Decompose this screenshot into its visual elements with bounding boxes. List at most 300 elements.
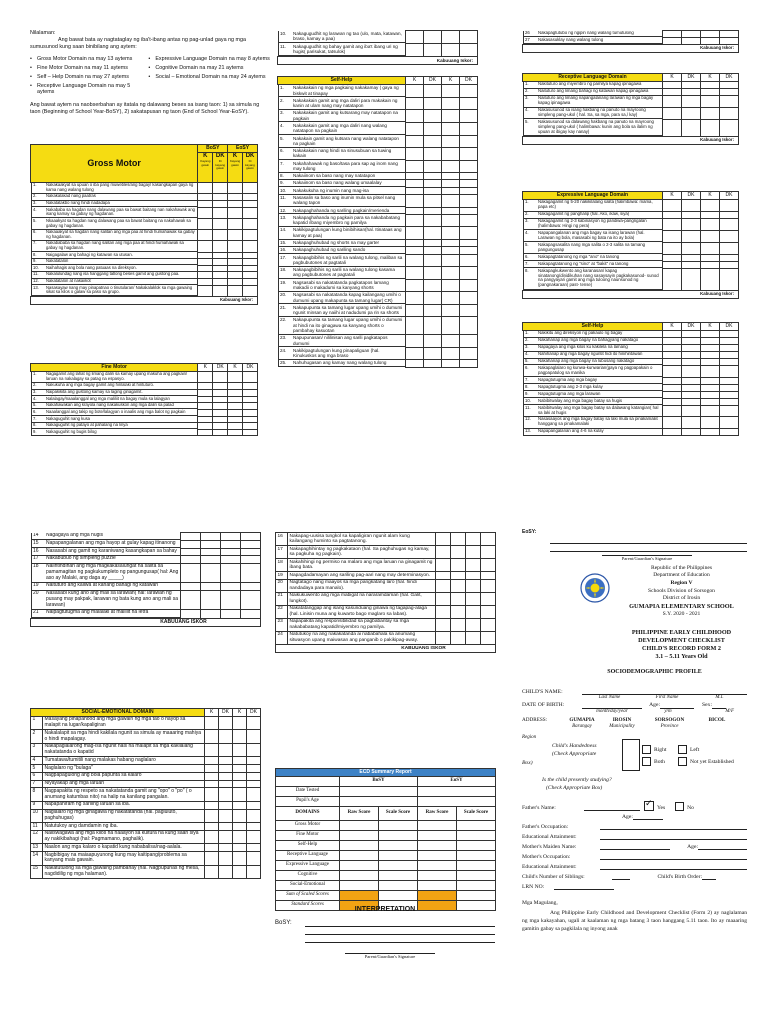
- score-cell[interactable]: [424, 214, 442, 227]
- score-cell[interactable]: [243, 409, 258, 416]
- score-cell[interactable]: [460, 317, 478, 335]
- score-cell[interactable]: [243, 272, 258, 279]
- score-cell[interactable]: [663, 377, 682, 384]
- score-cell[interactable]: [213, 285, 228, 297]
- score-cell[interactable]: [213, 272, 228, 279]
- score-cell[interactable]: [460, 335, 478, 348]
- score-cell[interactable]: [247, 809, 261, 823]
- score-cell[interactable]: [451, 572, 466, 580]
- score-cell[interactable]: [228, 241, 243, 252]
- score-cell[interactable]: [442, 292, 460, 305]
- score-cell[interactable]: [682, 377, 701, 384]
- score-cell[interactable]: [213, 207, 228, 218]
- score-cell[interactable]: [451, 592, 466, 605]
- score-cell[interactable]: [701, 219, 720, 231]
- score-cell[interactable]: [451, 533, 466, 546]
- score-cell[interactable]: [219, 852, 233, 866]
- score-cell[interactable]: [198, 403, 213, 410]
- score-cell[interactable]: [243, 390, 258, 397]
- score-cell[interactable]: [247, 716, 261, 730]
- score-cell[interactable]: [720, 89, 739, 96]
- score-cell[interactable]: [205, 716, 219, 730]
- score-cell[interactable]: [701, 391, 720, 398]
- score-cell[interactable]: [213, 259, 228, 266]
- score-cell[interactable]: [682, 31, 701, 38]
- score-cell[interactable]: [243, 403, 258, 410]
- score-cell[interactable]: [682, 359, 701, 366]
- score-cell[interactable]: [205, 772, 219, 780]
- score-cell[interactable]: [406, 187, 424, 194]
- score-cell[interactable]: [243, 416, 258, 423]
- score-cell[interactable]: [442, 317, 460, 335]
- score-cell[interactable]: [466, 572, 481, 580]
- score-cell[interactable]: [243, 230, 258, 241]
- score-cell[interactable]: [205, 743, 219, 757]
- score-cell[interactable]: [442, 240, 460, 247]
- score-cell[interactable]: [219, 788, 233, 802]
- score-cell[interactable]: [460, 187, 478, 194]
- score-cell[interactable]: [663, 384, 682, 391]
- score-cell[interactable]: [701, 345, 720, 352]
- score-cell[interactable]: [663, 212, 682, 219]
- father-age-field[interactable]: [633, 813, 663, 820]
- score-cell[interactable]: [436, 631, 451, 644]
- score-cell[interactable]: [247, 730, 261, 744]
- score-cell[interactable]: [663, 268, 682, 290]
- score-cell[interactable]: [663, 119, 682, 136]
- score-cell[interactable]: [424, 135, 442, 148]
- score-cell[interactable]: [701, 429, 720, 436]
- score-cell[interactable]: [720, 212, 739, 219]
- score-cell[interactable]: [406, 335, 424, 348]
- score-cell[interactable]: [406, 122, 424, 135]
- score-cell[interactable]: [466, 605, 481, 618]
- score-cell[interactable]: [228, 403, 243, 410]
- score-cell[interactable]: [247, 801, 261, 809]
- score-cell[interactable]: [460, 279, 478, 292]
- score-cell[interactable]: [682, 268, 701, 290]
- score-cell[interactable]: [205, 757, 219, 765]
- score-cell[interactable]: [406, 317, 424, 335]
- score-cell[interactable]: [198, 218, 213, 229]
- score-cell[interactable]: [213, 416, 228, 423]
- father-occupation-field[interactable]: [600, 823, 747, 830]
- score-cell[interactable]: [682, 405, 701, 417]
- score-cell[interactable]: [221, 556, 241, 564]
- score-cell[interactable]: [436, 546, 451, 559]
- score-cell[interactable]: [213, 409, 228, 416]
- score-cell[interactable]: [198, 371, 213, 383]
- score-cell[interactable]: [213, 279, 228, 286]
- score-cell[interactable]: [219, 823, 233, 831]
- score-cell[interactable]: [720, 230, 739, 242]
- score-cell[interactable]: [205, 801, 219, 809]
- score-cell[interactable]: [460, 292, 478, 305]
- score-cell[interactable]: [181, 583, 201, 591]
- score-cell[interactable]: [663, 89, 682, 96]
- score-cell[interactable]: [451, 631, 466, 644]
- score-cell[interactable]: [682, 261, 701, 268]
- score-cell[interactable]: [241, 610, 261, 618]
- score-cell[interactable]: [228, 390, 243, 397]
- score-cell[interactable]: [198, 409, 213, 416]
- score-cell[interactable]: [460, 227, 478, 240]
- score-cell[interactable]: [682, 345, 701, 352]
- score-cell[interactable]: [219, 765, 233, 773]
- score-cell[interactable]: [219, 730, 233, 744]
- score-cell[interactable]: [720, 429, 739, 436]
- score-cell[interactable]: [181, 610, 201, 618]
- score-cell[interactable]: [221, 564, 241, 583]
- score-cell[interactable]: [701, 96, 720, 108]
- score-cell[interactable]: [460, 135, 478, 148]
- score-cell[interactable]: [442, 148, 460, 161]
- score-cell[interactable]: [233, 852, 247, 866]
- score-cell[interactable]: [442, 304, 460, 317]
- score-cell[interactable]: [233, 801, 247, 809]
- score-cell[interactable]: [241, 583, 261, 591]
- score-cell[interactable]: [233, 757, 247, 765]
- score-cell[interactable]: [181, 591, 201, 610]
- score-cell[interactable]: [701, 377, 720, 384]
- score-cell[interactable]: [701, 212, 720, 219]
- score-cell[interactable]: [424, 254, 442, 267]
- score-cell[interactable]: [198, 201, 213, 208]
- score-cell[interactable]: [701, 405, 720, 417]
- score-cell[interactable]: [701, 261, 720, 268]
- score-cell[interactable]: [243, 182, 258, 194]
- score-cell[interactable]: [228, 252, 243, 259]
- score-cell[interactable]: [241, 564, 261, 583]
- father-name-field[interactable]: [584, 804, 640, 811]
- score-cell[interactable]: [682, 338, 701, 345]
- score-cell[interactable]: [682, 352, 701, 359]
- score-cell[interactable]: [198, 265, 213, 272]
- score-cell[interactable]: [720, 330, 739, 337]
- score-cell[interactable]: [233, 788, 247, 802]
- score-cell[interactable]: [460, 160, 478, 173]
- score-cell[interactable]: [720, 261, 739, 268]
- score-cell[interactable]: [243, 207, 258, 218]
- score-cell[interactable]: [201, 610, 221, 618]
- score-cell[interactable]: [181, 564, 201, 583]
- score-cell[interactable]: [243, 396, 258, 403]
- score-cell[interactable]: [720, 377, 739, 384]
- child-name-field[interactable]: [582, 688, 747, 695]
- score-cell[interactable]: [406, 227, 424, 240]
- score-cell[interactable]: [205, 765, 219, 773]
- score-cell[interactable]: [701, 242, 720, 254]
- score-cell[interactable]: [460, 195, 478, 208]
- score-cell[interactable]: [247, 865, 261, 879]
- score-cell[interactable]: [219, 801, 233, 809]
- score-cell[interactable]: [682, 417, 701, 429]
- score-cell[interactable]: [205, 823, 219, 831]
- score-cell[interactable]: [442, 180, 460, 187]
- score-cell[interactable]: [213, 218, 228, 229]
- score-cell[interactable]: [406, 207, 424, 214]
- score-cell[interactable]: [451, 559, 466, 572]
- score-cell[interactable]: [466, 559, 481, 572]
- score-cell[interactable]: [198, 285, 213, 297]
- score-cell[interactable]: [228, 182, 243, 194]
- score-cell[interactable]: [201, 591, 221, 610]
- score-cell[interactable]: [481, 533, 496, 546]
- score-cell[interactable]: [720, 199, 739, 211]
- score-cell[interactable]: [424, 335, 442, 348]
- score-cell[interactable]: [720, 352, 739, 359]
- score-cell[interactable]: [720, 268, 739, 290]
- score-cell[interactable]: [219, 772, 233, 780]
- score-cell[interactable]: [213, 201, 228, 208]
- score-cell[interactable]: [247, 844, 261, 852]
- score-cell[interactable]: [198, 230, 213, 241]
- score-cell[interactable]: [720, 219, 739, 231]
- score-cell[interactable]: [663, 359, 682, 366]
- score-cell[interactable]: [181, 540, 201, 548]
- both-checkbox[interactable]: [642, 757, 651, 766]
- score-cell[interactable]: [241, 556, 261, 564]
- score-cell[interactable]: [406, 97, 424, 110]
- score-cell[interactable]: [682, 429, 701, 436]
- score-cell[interactable]: [424, 267, 442, 280]
- score-cell[interactable]: [436, 605, 451, 618]
- score-cell[interactable]: [442, 43, 460, 56]
- age-field[interactable]: [660, 702, 694, 709]
- score-cell[interactable]: [442, 254, 460, 267]
- not-established-checkbox[interactable]: [678, 757, 687, 766]
- score-cell[interactable]: [406, 31, 424, 44]
- score-cell[interactable]: [228, 285, 243, 297]
- score-cell[interactable]: [424, 195, 442, 208]
- score-cell[interactable]: [720, 31, 739, 38]
- score-cell[interactable]: [460, 110, 478, 123]
- score-cell[interactable]: [213, 383, 228, 390]
- score-cell[interactable]: [460, 97, 478, 110]
- score-cell[interactable]: [436, 533, 451, 546]
- score-cell[interactable]: [247, 830, 261, 844]
- score-cell[interactable]: [247, 772, 261, 780]
- mother-education-field[interactable]: [600, 863, 747, 870]
- score-cell[interactable]: [701, 359, 720, 366]
- score-cell[interactable]: [682, 330, 701, 337]
- score-cell[interactable]: [406, 110, 424, 123]
- score-cell[interactable]: [663, 338, 682, 345]
- score-cell[interactable]: [241, 533, 261, 541]
- score-cell[interactable]: [663, 242, 682, 254]
- score-cell[interactable]: [442, 360, 460, 367]
- score-cell[interactable]: [233, 730, 247, 744]
- score-cell[interactable]: [460, 180, 478, 187]
- score-cell[interactable]: [205, 780, 219, 788]
- score-cell[interactable]: [424, 110, 442, 123]
- score-cell[interactable]: [233, 844, 247, 852]
- score-cell[interactable]: [424, 292, 442, 305]
- score-cell[interactable]: [442, 214, 460, 227]
- score-cell[interactable]: [701, 119, 720, 136]
- score-cell[interactable]: [720, 81, 739, 88]
- score-cell[interactable]: [198, 416, 213, 423]
- score-cell[interactable]: [436, 592, 451, 605]
- score-cell[interactable]: [228, 259, 243, 266]
- score-cell[interactable]: [406, 173, 424, 180]
- score-cell[interactable]: [720, 391, 739, 398]
- score-cell[interactable]: [460, 360, 478, 367]
- score-cell[interactable]: [663, 108, 682, 120]
- score-cell[interactable]: [460, 43, 478, 56]
- score-cell[interactable]: [720, 398, 739, 405]
- score-cell[interactable]: [442, 247, 460, 254]
- score-cell[interactable]: [663, 345, 682, 352]
- score-cell[interactable]: [424, 240, 442, 247]
- score-cell[interactable]: [442, 207, 460, 214]
- score-cell[interactable]: [460, 240, 478, 247]
- score-cell[interactable]: [247, 757, 261, 765]
- score-cell[interactable]: [663, 405, 682, 417]
- score-cell[interactable]: [424, 279, 442, 292]
- score-cell[interactable]: [682, 81, 701, 88]
- score-cell[interactable]: [701, 352, 720, 359]
- score-cell[interactable]: [181, 556, 201, 564]
- score-cell[interactable]: [213, 182, 228, 194]
- score-cell[interactable]: [460, 347, 478, 360]
- score-cell[interactable]: [481, 559, 496, 572]
- score-cell[interactable]: [205, 830, 219, 844]
- score-cell[interactable]: [201, 564, 221, 583]
- score-cell[interactable]: [201, 540, 221, 548]
- score-cell[interactable]: [720, 37, 739, 44]
- score-cell[interactable]: [701, 254, 720, 261]
- score-cell[interactable]: [442, 267, 460, 280]
- score-cell[interactable]: [219, 780, 233, 788]
- score-cell[interactable]: [424, 84, 442, 97]
- score-cell[interactable]: [720, 405, 739, 417]
- score-cell[interactable]: [701, 365, 720, 377]
- score-cell[interactable]: [424, 304, 442, 317]
- score-cell[interactable]: [228, 423, 243, 430]
- score-cell[interactable]: [198, 207, 213, 218]
- score-cell[interactable]: [424, 97, 442, 110]
- siblings-field[interactable]: [612, 873, 630, 880]
- score-cell[interactable]: [424, 160, 442, 173]
- score-cell[interactable]: [442, 187, 460, 194]
- score-cell[interactable]: [701, 268, 720, 290]
- score-cell[interactable]: [663, 219, 682, 231]
- score-cell[interactable]: [481, 592, 496, 605]
- score-cell[interactable]: [663, 398, 682, 405]
- right-checkbox[interactable]: [642, 745, 651, 754]
- score-cell[interactable]: [663, 330, 682, 337]
- score-cell[interactable]: [181, 533, 201, 541]
- score-cell[interactable]: [720, 384, 739, 391]
- score-cell[interactable]: [701, 37, 720, 44]
- score-cell[interactable]: [198, 396, 213, 403]
- score-cell[interactable]: [247, 743, 261, 757]
- score-cell[interactable]: [663, 391, 682, 398]
- score-cell[interactable]: [663, 365, 682, 377]
- score-cell[interactable]: [442, 110, 460, 123]
- score-cell[interactable]: [406, 160, 424, 173]
- dob-field[interactable]: [582, 702, 642, 709]
- score-cell[interactable]: [663, 31, 682, 38]
- score-cell[interactable]: [682, 230, 701, 242]
- score-cell[interactable]: [442, 84, 460, 97]
- score-cell[interactable]: [221, 591, 241, 610]
- score-cell[interactable]: [201, 556, 221, 564]
- score-cell[interactable]: [243, 252, 258, 259]
- score-cell[interactable]: [198, 194, 213, 201]
- score-cell[interactable]: [243, 423, 258, 430]
- score-cell[interactable]: [682, 108, 701, 120]
- score-cell[interactable]: [701, 330, 720, 337]
- score-cell[interactable]: [228, 429, 243, 436]
- score-cell[interactable]: [219, 716, 233, 730]
- score-cell[interactable]: [663, 199, 682, 211]
- score-cell[interactable]: [466, 579, 481, 592]
- score-cell[interactable]: [682, 365, 701, 377]
- score-cell[interactable]: [424, 227, 442, 240]
- score-cell[interactable]: [406, 254, 424, 267]
- score-cell[interactable]: [460, 122, 478, 135]
- score-cell[interactable]: [460, 207, 478, 214]
- score-cell[interactable]: [424, 173, 442, 180]
- score-cell[interactable]: [481, 618, 496, 631]
- score-cell[interactable]: [205, 788, 219, 802]
- score-cell[interactable]: [424, 360, 442, 367]
- score-cell[interactable]: [243, 371, 258, 383]
- score-cell[interactable]: [247, 788, 261, 802]
- score-cell[interactable]: [205, 844, 219, 852]
- score-cell[interactable]: [213, 194, 228, 201]
- score-cell[interactable]: [720, 365, 739, 377]
- score-cell[interactable]: [663, 417, 682, 429]
- score-cell[interactable]: [701, 108, 720, 120]
- score-cell[interactable]: [198, 252, 213, 259]
- sex-field[interactable]: [712, 702, 726, 709]
- score-cell[interactable]: [663, 81, 682, 88]
- score-cell[interactable]: [720, 254, 739, 261]
- score-cell[interactable]: [460, 148, 478, 161]
- score-cell[interactable]: [241, 591, 261, 610]
- score-cell[interactable]: [213, 371, 228, 383]
- score-cell[interactable]: [221, 533, 241, 541]
- score-cell[interactable]: [436, 559, 451, 572]
- score-cell[interactable]: [424, 122, 442, 135]
- score-cell[interactable]: [233, 809, 247, 823]
- score-cell[interactable]: [213, 403, 228, 410]
- score-cell[interactable]: [460, 304, 478, 317]
- score-cell[interactable]: [720, 242, 739, 254]
- score-cell[interactable]: [213, 241, 228, 252]
- score-cell[interactable]: [198, 259, 213, 266]
- score-cell[interactable]: [436, 618, 451, 631]
- score-cell[interactable]: [243, 218, 258, 229]
- score-cell[interactable]: [198, 423, 213, 430]
- score-cell[interactable]: [233, 765, 247, 773]
- score-cell[interactable]: [720, 96, 739, 108]
- score-cell[interactable]: [682, 242, 701, 254]
- score-cell[interactable]: [663, 37, 682, 44]
- score-cell[interactable]: [701, 31, 720, 38]
- score-cell[interactable]: [481, 546, 496, 559]
- score-cell[interactable]: [460, 84, 478, 97]
- score-cell[interactable]: [442, 227, 460, 240]
- score-cell[interactable]: [451, 546, 466, 559]
- score-cell[interactable]: [720, 119, 739, 136]
- score-cell[interactable]: [424, 180, 442, 187]
- score-cell[interactable]: [663, 96, 682, 108]
- score-cell[interactable]: [663, 230, 682, 242]
